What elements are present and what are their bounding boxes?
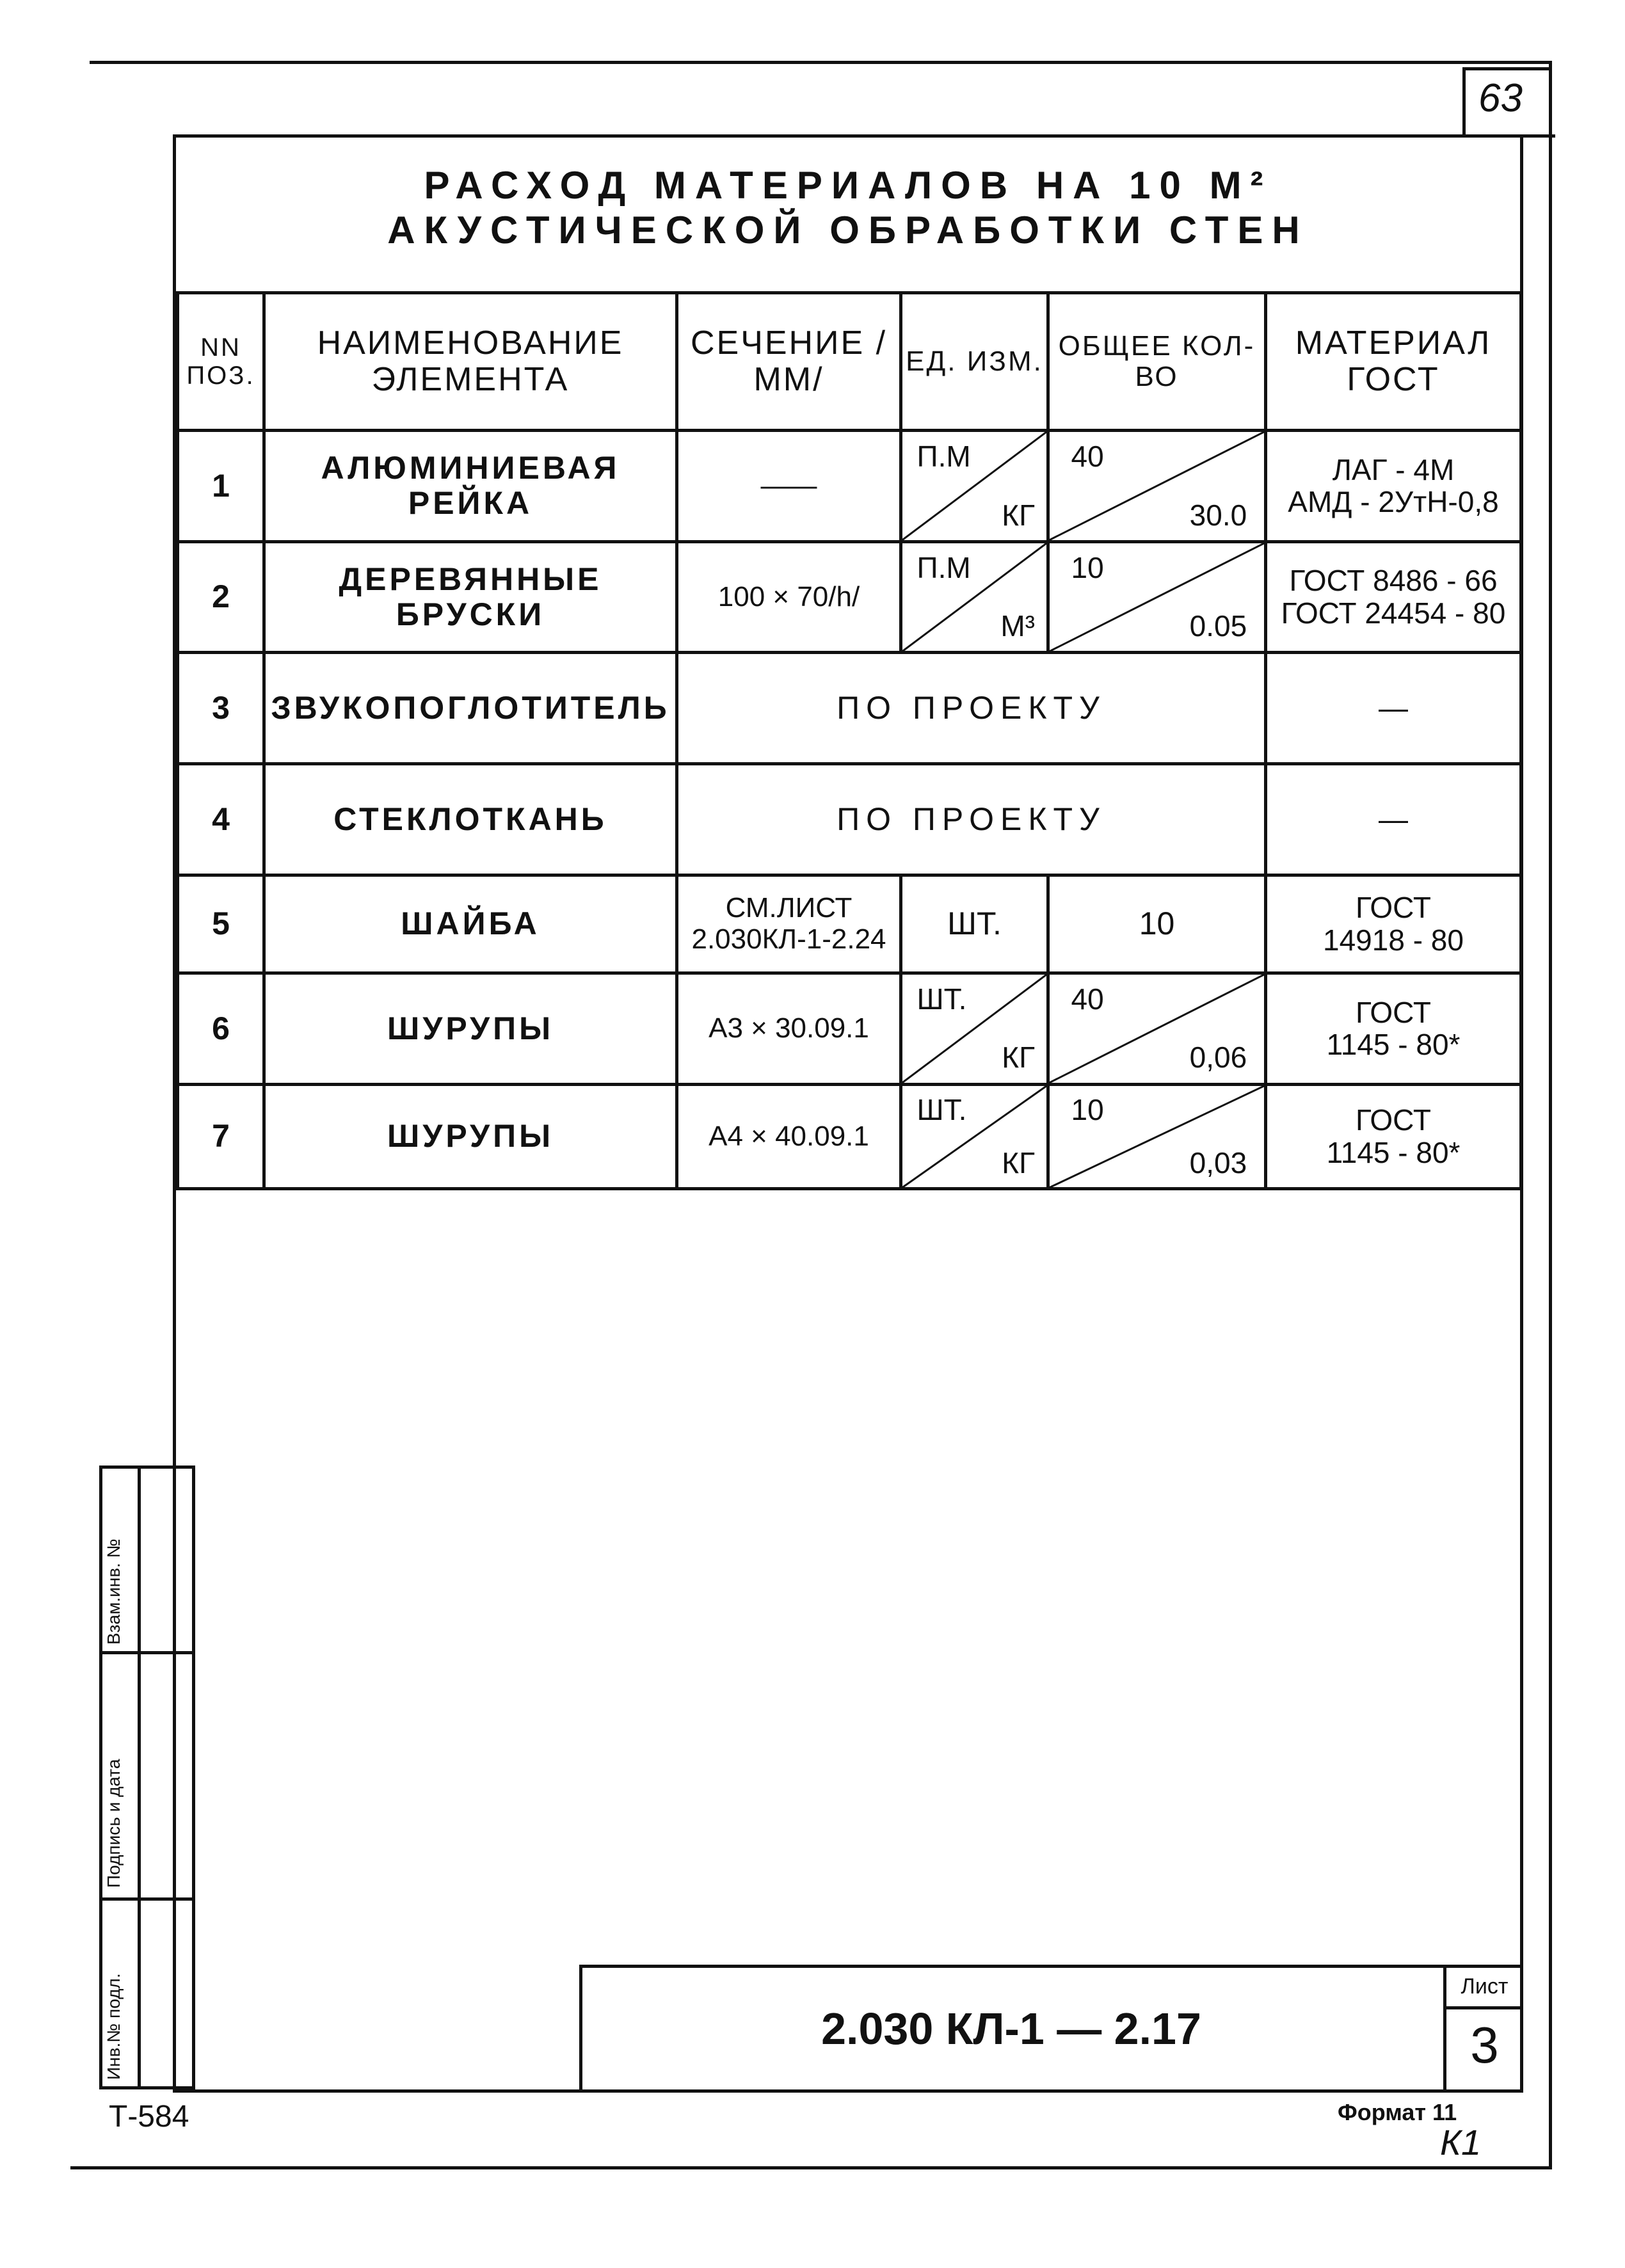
row-unit-fraction bbox=[902, 1086, 1046, 1188]
row-quantity bbox=[1048, 1084, 1266, 1189]
document-code: 2.030 КЛ-1 — 2.17 bbox=[821, 2004, 1201, 2054]
footer-format: Формат 11 bbox=[1338, 2099, 1457, 2125]
row-position: 6 bbox=[178, 973, 264, 1084]
row-element-name: СТЕКЛОТКАНЬ bbox=[264, 763, 677, 875]
row-quantity-top: 10 bbox=[1071, 551, 1104, 585]
title-block-list-sep bbox=[1443, 2006, 1523, 2009]
row-section: СМ.ЛИСТ 2.030КЛ-1-2.24 bbox=[677, 875, 901, 973]
row-quantity bbox=[1048, 431, 1266, 542]
row-element-name: ШУРУПЫ bbox=[264, 1084, 677, 1189]
row-unit-top: П.М bbox=[917, 440, 971, 474]
row-material: ГОСТ 1145 - 80* bbox=[1266, 973, 1521, 1084]
side-stamp-sep-2 bbox=[99, 1897, 195, 1901]
table-row bbox=[178, 973, 1521, 1084]
row-quantity-top: 40 bbox=[1071, 982, 1104, 1016]
row-unit bbox=[901, 973, 1048, 1084]
table-row bbox=[178, 431, 1521, 542]
table-row bbox=[178, 763, 1521, 875]
row-by-project: ПО ПРОЕКТУ bbox=[677, 763, 1266, 875]
list-label: Лист bbox=[1461, 1974, 1509, 1999]
footer-corner-mark: К1 bbox=[1440, 2122, 1482, 2162]
row-material: ЛАГ - 4М АМД - 2УтН-0,8 bbox=[1266, 431, 1521, 542]
row-unit-top: ШТ. bbox=[917, 982, 967, 1016]
header-unit: ЕД. ИЗМ. bbox=[901, 293, 1048, 431]
row-quantity bbox=[1048, 973, 1266, 1084]
page-outer-bottom bbox=[70, 2166, 1552, 2169]
row-section: 100 × 70/h/ bbox=[677, 541, 901, 653]
row-quantity-fraction bbox=[1050, 1086, 1264, 1188]
row-quantity-bottom: 30.0 bbox=[1189, 498, 1247, 532]
row-element-name: АЛЮМИНИЕВАЯ РЕЙКА bbox=[264, 431, 677, 542]
row-section: —— bbox=[677, 431, 901, 542]
row-element-name: ЗВУКОПОГЛОТИТЕЛЬ bbox=[264, 653, 677, 764]
row-element-name: ШУРУПЫ bbox=[264, 973, 677, 1084]
side-label-podpis: Подпись и дата bbox=[104, 1759, 124, 1888]
row-position: 5 bbox=[178, 875, 264, 973]
row-position: 3 bbox=[178, 653, 264, 764]
row-material: ГОСТ 1145 - 80* bbox=[1266, 1084, 1521, 1189]
table-row bbox=[178, 541, 1521, 653]
row-material: ГОСТ 8486 - 66 ГОСТ 24454 - 80 bbox=[1266, 541, 1521, 653]
row-quantity-fraction bbox=[1050, 432, 1264, 540]
row-quantity-bottom: 0,03 bbox=[1189, 1146, 1247, 1179]
table-header-row bbox=[178, 293, 1521, 431]
row-section: А4 × 40.09.1 bbox=[677, 1084, 901, 1189]
page-outer-right bbox=[1549, 61, 1552, 2166]
row-material: ГОСТ 14918 - 80 bbox=[1266, 875, 1521, 973]
table-row bbox=[178, 875, 1521, 973]
table-row bbox=[178, 653, 1521, 764]
row-element-name: ШАЙБА bbox=[264, 875, 677, 973]
row-element-name: ДЕРЕВЯННЫЕ БРУСКИ bbox=[264, 541, 677, 653]
row-unit bbox=[901, 1084, 1048, 1189]
header-section: СЕЧЕНИЕ /ММ/ bbox=[677, 293, 901, 431]
row-unit-bottom: М³ bbox=[1000, 609, 1035, 643]
row-quantity-fraction bbox=[1050, 543, 1264, 651]
row-material: — bbox=[1266, 653, 1521, 764]
row-unit-top: П.М bbox=[917, 551, 971, 585]
row-quantity-bottom: 0,06 bbox=[1189, 1041, 1247, 1074]
title-block-divider bbox=[1443, 1965, 1446, 2093]
row-unit bbox=[901, 431, 1048, 542]
row-unit-bottom: КГ bbox=[1002, 1146, 1035, 1179]
row-position: 1 bbox=[178, 431, 264, 542]
row-unit-fraction bbox=[902, 543, 1046, 651]
footer-left-code: Т-584 bbox=[109, 2100, 189, 2134]
row-unit-fraction bbox=[902, 975, 1046, 1083]
row-unit bbox=[901, 541, 1048, 653]
row-quantity-top: 40 bbox=[1071, 440, 1104, 474]
row-section: А3 × 30.09.1 bbox=[677, 973, 901, 1084]
row-quantity-top: 10 bbox=[1071, 1093, 1104, 1127]
row-unit-bottom: КГ bbox=[1002, 1041, 1035, 1074]
row-unit-top: ШТ. bbox=[917, 1093, 967, 1127]
materials-table bbox=[176, 291, 1523, 1190]
header-name: НАИМЕНОВАНИЕ ЭЛЕМЕНТА bbox=[264, 293, 677, 431]
title-line-1: РАСХОД МАТЕРИАЛОВ НА 10 М² bbox=[424, 164, 1272, 207]
row-position: 7 bbox=[178, 1084, 264, 1189]
side-label-inv: Инв.№ подл. bbox=[104, 1973, 124, 2080]
header-pos: NN ПОЗ. bbox=[178, 293, 264, 431]
list-number: 3 bbox=[1470, 2016, 1499, 2073]
title-line-2: АКУСТИЧЕСКОЙ ОБРАБОТКИ СТЕН bbox=[387, 209, 1309, 252]
row-by-project: ПО ПРОЕКТУ bbox=[677, 653, 1266, 764]
row-quantity-bottom: 0.05 bbox=[1189, 609, 1247, 643]
side-label-vzam: Взам.инв. № bbox=[104, 1538, 124, 1645]
page-number: 63 bbox=[1478, 76, 1523, 120]
row-position: 2 bbox=[178, 541, 264, 653]
row-unit-bottom: КГ bbox=[1002, 498, 1035, 532]
row-unit-fraction bbox=[902, 432, 1046, 540]
row-quantity: 10 bbox=[1048, 875, 1266, 973]
table-row bbox=[178, 1084, 1521, 1189]
row-position: 4 bbox=[178, 763, 264, 875]
row-unit: ШТ. bbox=[901, 875, 1048, 973]
side-stamp-divider bbox=[138, 1465, 141, 2089]
header-material: МАТЕРИАЛ ГОСТ bbox=[1266, 293, 1521, 431]
top-border-line bbox=[90, 61, 1549, 64]
header-qty: ОБЩЕЕ КОЛ-ВО bbox=[1048, 293, 1266, 431]
row-quantity-fraction bbox=[1050, 975, 1264, 1083]
side-stamp-sep-1 bbox=[99, 1651, 195, 1654]
row-quantity bbox=[1048, 541, 1266, 653]
frame-top bbox=[173, 134, 1555, 138]
row-material: — bbox=[1266, 763, 1521, 875]
